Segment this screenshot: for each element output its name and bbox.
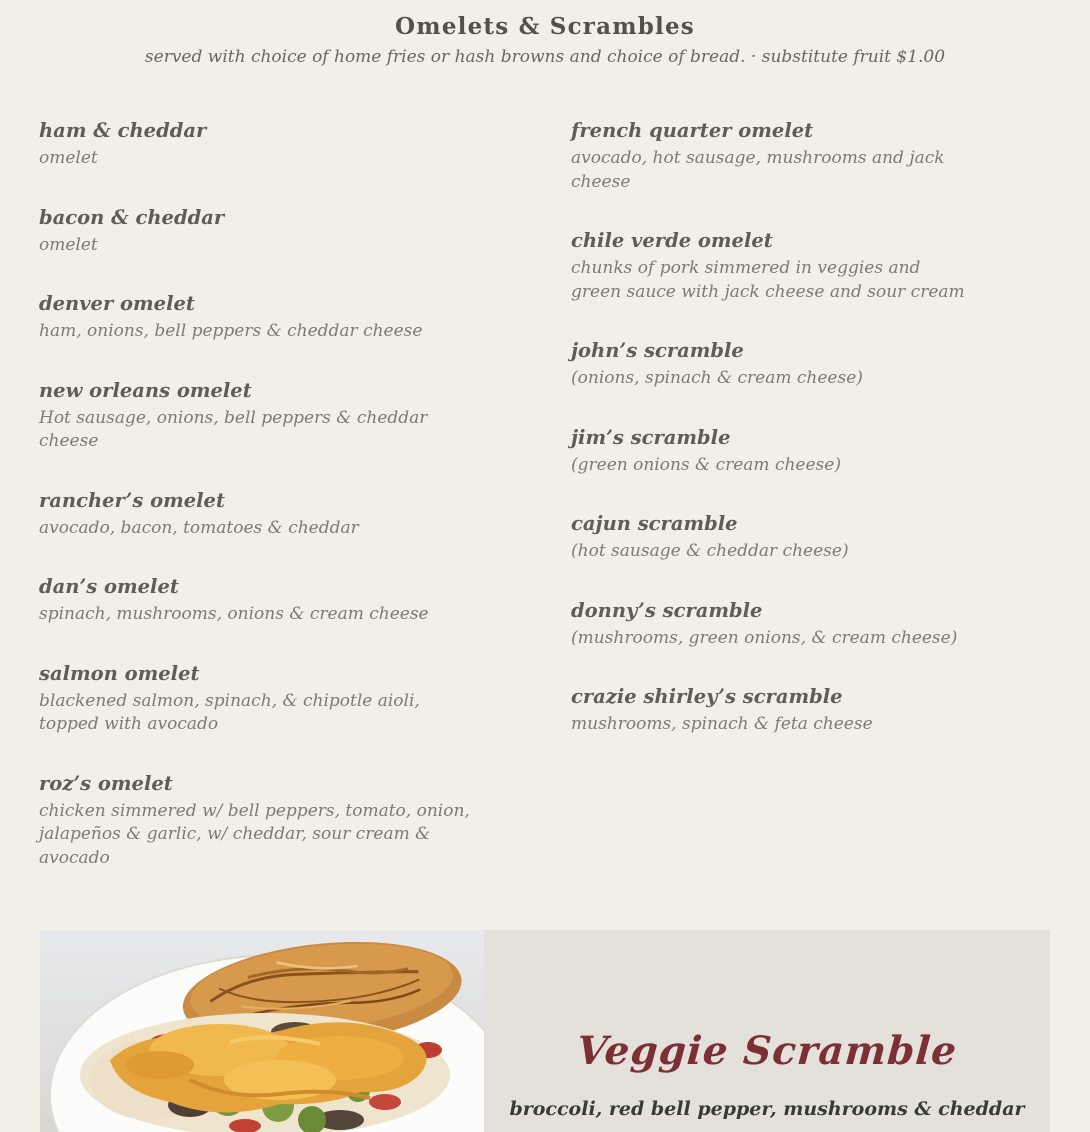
menu-item-description: blackened salmon, spinach, & chipotle aioli, topped with avocado [39, 690, 420, 734]
section-title: Omelets & Scrambles [395, 13, 695, 40]
menu-item-description: chunks of pork simmered in veggies and green sauce with jack cheese and sour cream [571, 258, 965, 302]
menu-item-name: bacon & cheddar [39, 205, 225, 229]
menu-item-name: dan’s omelet [39, 575, 179, 598]
menu-item-name: new orleans omelet [39, 378, 252, 402]
menu-item [39, 487, 511, 541]
menu-item-description: ham, onions, bell peppers & cheddar cheese [39, 321, 423, 341]
menu-item-name: denver omelet [39, 292, 195, 315]
menu-item-description: mushrooms, spinach & feta cheese [571, 714, 873, 734]
menu-item [571, 227, 1031, 304]
menu-item-description: Hot sausage, onions, bell peppers & cheddar cheese [39, 407, 428, 451]
feature-banner [40, 930, 1050, 1132]
menu-item-name: ham & cheddar [39, 119, 207, 142]
menu-item [39, 204, 511, 258]
menu-item-name: cajun scramble [571, 512, 738, 535]
menu-item-name: jim’s scramble [571, 425, 731, 449]
veggie-scramble-photo [40, 930, 484, 1132]
section-header [0, 0, 1090, 67]
menu-item-description: (mushrooms, green onions, & cream cheese) [571, 627, 958, 648]
menu-item-name: chile verde omelet [571, 229, 773, 252]
menu-item-name: salmon omelet [39, 661, 200, 685]
menu-column-right [571, 117, 1031, 903]
menu-item [39, 770, 511, 871]
menu-columns [0, 117, 1090, 903]
feature-image [40, 930, 484, 1132]
menu-item [39, 117, 511, 171]
menu-item [571, 683, 1031, 737]
feature-title: Veggie Scramble [575, 1028, 959, 1074]
menu-item-description: (onions, spinach & cream cheese) [571, 368, 863, 388]
menu-item [571, 117, 1031, 194]
menu-item-description: omelet [39, 234, 98, 255]
menu-item-description: (hot sausage & cheddar cheese) [571, 541, 849, 561]
menu-item-name: donny’s scramble [571, 598, 763, 622]
menu-item-description: avocado, bacon, tomatoes & cheddar [39, 517, 359, 538]
menu-item-description: spinach, mushrooms, onions & cream cheese [39, 604, 429, 624]
feature-panel [484, 930, 1050, 1132]
menu-item [571, 510, 1031, 564]
menu-item [571, 424, 1031, 478]
menu-item [39, 290, 511, 344]
menu-item-name: french quarter omelet [571, 119, 814, 142]
menu-column-left [39, 117, 511, 903]
menu-item [39, 660, 511, 737]
menu-item [571, 597, 1031, 651]
menu-item [571, 337, 1031, 391]
menu-item-name: john’s scramble [571, 339, 744, 362]
menu-item-description: (green onions & cream cheese) [571, 454, 841, 475]
menu-item [39, 377, 511, 454]
menu-item-name: rancher’s omelet [39, 488, 225, 512]
menu-item-description: avocado, hot sausage, mushrooms and jack cheese [571, 148, 945, 192]
menu-item-description: omelet [39, 148, 98, 168]
menu-item-name: roz’s omelet [39, 771, 173, 795]
section-subtitle: served with choice of home fries or hash browns and choice of bread. · substitute fruit $1.00 [144, 47, 946, 67]
menu-item [39, 573, 511, 627]
menu-item-description: chicken simmered w/ bell peppers, tomato, onion, jalapeños & garlic, w/ cheddar, sour cream & avocado [39, 800, 470, 868]
feature-description: broccoli, red bell pepper, mushrooms & cheddar [509, 1098, 1025, 1120]
menu-item-name: crazie shirley’s scramble [571, 685, 843, 708]
